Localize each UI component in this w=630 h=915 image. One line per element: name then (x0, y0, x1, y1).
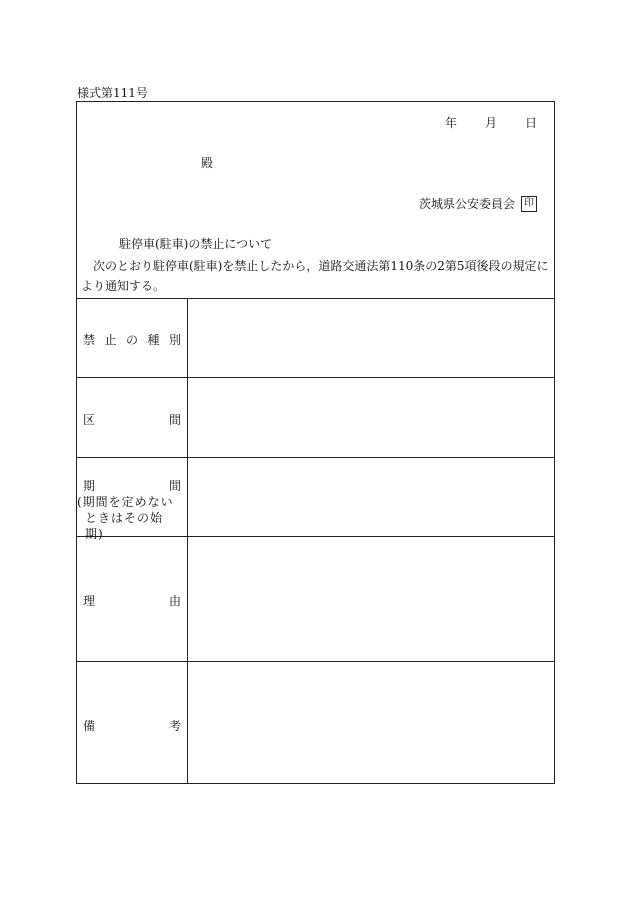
issuer (419, 195, 537, 212)
label-char: 期 (83, 479, 96, 493)
notice-subject: 駐停車(駐車)の禁止について (119, 237, 273, 251)
label-char: 考 (168, 719, 181, 733)
row-label-prohibition-type (77, 298, 188, 377)
addressee-suffix: 殿 (201, 156, 214, 170)
seal-stamp: 印 (521, 196, 537, 212)
label-note: ときはその始期) (85, 511, 164, 541)
label-char: 間 (168, 413, 181, 427)
period-field[interactable] (188, 458, 554, 536)
row-label-period (77, 458, 188, 541)
label-char: 禁 (83, 333, 96, 347)
date-year-label: 年 (444, 116, 457, 130)
row-label-section (77, 378, 188, 457)
row-label-remarks (77, 662, 188, 783)
label-char: 止 (104, 333, 117, 347)
prohibition-type-field[interactable] (188, 298, 554, 377)
table-row (77, 662, 554, 783)
section-field[interactable] (188, 378, 554, 457)
date-month-label: 月 (484, 116, 497, 130)
table-row (77, 378, 554, 458)
label-char: 区 (83, 413, 96, 427)
label-char: 別 (168, 333, 181, 347)
label-note: (期間を定めない (77, 495, 174, 509)
label-char: 理 (83, 594, 96, 608)
table-row (77, 298, 554, 378)
label-char: の (125, 333, 138, 347)
table-row (77, 458, 554, 541)
reason-field[interactable] (188, 537, 554, 661)
date-line (445, 114, 537, 131)
form-number: 様式第111号 (77, 86, 148, 100)
form-header (77, 102, 554, 299)
label-char: 種 (147, 333, 160, 347)
label-char: 備 (83, 719, 96, 733)
label-char: 間 (168, 479, 181, 493)
date-day-label: 日 (524, 116, 537, 130)
row-label-reason (77, 537, 188, 661)
form-table (77, 298, 554, 783)
notice-body: 次のとおり駐停車(駐車)を禁止したから，道路交通法第110条の2第5項後段の規定により通知する。 (81, 259, 549, 293)
notice-form (76, 101, 555, 784)
remarks-field[interactable] (188, 662, 554, 783)
issuer-name: 茨城県公安委員会 (418, 197, 515, 211)
table-row (77, 537, 554, 662)
label-char: 由 (168, 594, 181, 608)
